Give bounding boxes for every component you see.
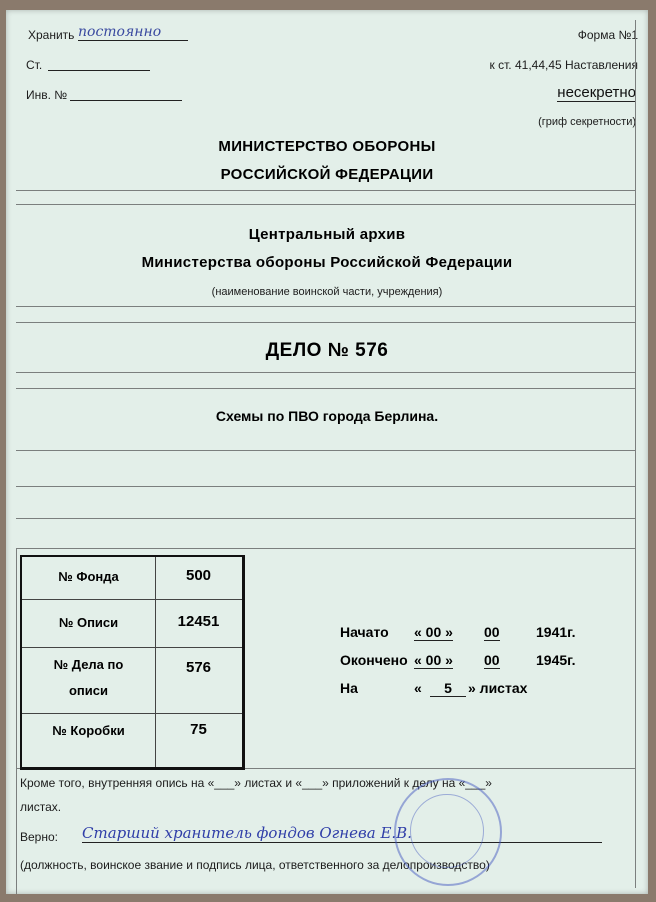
divider xyxy=(16,388,636,389)
secrecy-value: несекретно xyxy=(557,84,636,101)
divider xyxy=(16,190,636,191)
ended-day: « 00 » xyxy=(414,652,453,668)
delo-value: 576 xyxy=(185,659,212,676)
opis-label: № Описи xyxy=(58,615,119,630)
ministry-line2: РОССИЙСКОЙ ФЕДЕРАЦИИ xyxy=(220,166,434,183)
seal-inner-ring xyxy=(410,794,484,868)
form-label: Форма №1 xyxy=(577,28,638,42)
fond-label: № Фонда xyxy=(58,569,119,584)
store-value: постоянно xyxy=(78,24,188,41)
opis-value: 12451 xyxy=(177,613,220,630)
right-border xyxy=(635,20,636,888)
korobka-value: 75 xyxy=(190,721,207,738)
secrecy-caption: (гриф секретности) xyxy=(538,116,636,128)
on-label: На xyxy=(340,680,358,696)
inv-label: Инв. № xyxy=(26,88,68,102)
document-sheet xyxy=(6,10,648,894)
delo-label-line1: № Дела по xyxy=(53,657,124,672)
store-label: Хранить xyxy=(28,28,75,42)
delo-label-line2: описи xyxy=(68,683,108,698)
form-ref: к ст. 41,44,45 Наставления xyxy=(489,58,638,72)
ministry-line1: МИНИСТЕРСТВО ОБОРОНЫ xyxy=(218,138,436,155)
started-label: Начато xyxy=(340,624,389,640)
archive-line1: Центральный архив xyxy=(248,226,406,243)
st-field xyxy=(48,70,150,71)
korobka-label: № Коробки xyxy=(52,723,125,738)
ended-month: 00 xyxy=(484,652,500,668)
sheets-open: « xyxy=(414,680,422,696)
divider xyxy=(16,548,636,549)
st-label: Ст. xyxy=(26,58,43,72)
info-table xyxy=(20,555,245,770)
case-subject: Схемы по ПВО города Берлина. xyxy=(215,408,439,424)
table-row xyxy=(22,557,242,600)
extra-line2: листах. xyxy=(20,800,62,814)
extra-line1: Кроме того, внутренняя опись на «___» листах и «___» приложений к делу на «___» xyxy=(20,776,492,790)
signature: Старший хранитель фондов Огнева Е.В. xyxy=(82,824,602,843)
started-day: « 00 » xyxy=(414,624,453,640)
divider xyxy=(16,372,636,373)
left-border xyxy=(16,548,17,894)
divider xyxy=(16,306,636,307)
started-month: 00 xyxy=(484,624,500,640)
started-year: 1941г. xyxy=(536,624,576,640)
divider xyxy=(16,450,636,451)
archive-line2: Министерства обороны Российской Федерации xyxy=(141,254,513,271)
case-title: ДЕЛО № 576 xyxy=(265,340,389,361)
sheets-close: » листах xyxy=(468,680,528,696)
sheets-value: 5 xyxy=(430,680,466,697)
inv-field xyxy=(70,100,182,101)
divider xyxy=(16,204,636,205)
divider xyxy=(16,486,636,487)
table-row xyxy=(22,713,242,763)
table-row xyxy=(22,599,242,648)
divider xyxy=(16,322,636,323)
fond-value: 500 xyxy=(185,567,212,584)
table-row xyxy=(22,647,242,714)
divider xyxy=(16,518,636,519)
archive-caption: (наименование воинской части, учреждения) xyxy=(211,286,443,298)
ended-year: 1945г. xyxy=(536,652,576,668)
seal-stamp xyxy=(394,778,502,886)
verified-label: Верно: xyxy=(20,830,58,844)
signature-caption: (должность, воинское звание и подпись лица, ответственного за делопроизводство) xyxy=(20,858,490,872)
ended-label: Окончено xyxy=(340,652,408,668)
